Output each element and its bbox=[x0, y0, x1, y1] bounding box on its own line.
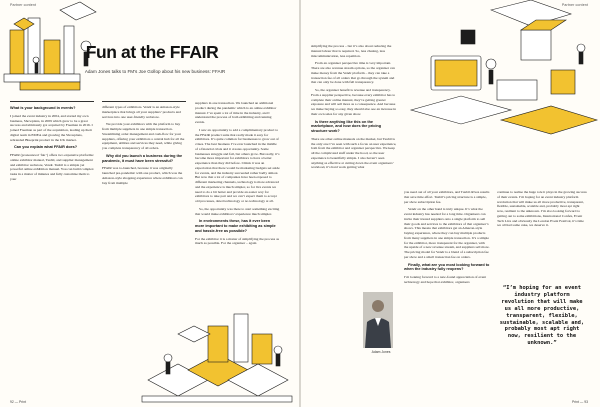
folio-right: Print — 93 bbox=[571, 400, 588, 404]
body-paragraph: From an organiser perspective time is very important. There are also revenue stream options, so the organiser can make money from the Vendr platform – they can take a transaction fee of all orders that go through the system and that can only be done with full transparency. bbox=[311, 61, 395, 85]
interview-question: Is there anything like this on the marketplace, and how does the pricing structure work? bbox=[311, 119, 382, 134]
body-paragraph: So, the organiser benefit is revenue and transparency. From a supplier perspective, because every exhibitor has to complete their online manual, they’re getting greater exposure and will sell more as a consequence. And because we make buying so easy, they should also see an increase in their own sales for any given show. bbox=[311, 88, 397, 116]
body-paragraph: We provide your exhibitors with the platform to buy from multiple suppliers in one simple transaction. Streamlining order management and cash-flow for your suppliers, offering your exhibitors a central hub for all the equipment, utilities and services they need, while giving you complete transparency of all orders. bbox=[102, 122, 185, 150]
section-tag-left: Partner content bbox=[10, 3, 37, 7]
body-paragraph: you need out of all your exhibitors, and Tusbil drives results that save time effort. Tusbil’s pricing structure is a simple, per show subscription fee. bbox=[404, 190, 490, 204]
section-tag-right: Partner content bbox=[561, 3, 588, 7]
interview-question: What is your background in events? bbox=[10, 106, 76, 110]
right-top-illustration bbox=[401, 0, 600, 150]
interview-question: Finally, what are you most looking forward to when the industry fully reopens? bbox=[404, 262, 490, 272]
body-paragraph: So, the opportunity was there to start something exciting that would make exhibitors’ experience much simpler. bbox=[195, 206, 280, 216]
body-paragraph: suppliers in one transaction. We launched an additional product during the pandemic which is an online exhibitor manual. I’ve spent a lot of time in the industry, and I understand the process of both exhibiting and running events. bbox=[195, 101, 277, 124]
left-column-3 bbox=[195, 101, 280, 249]
right-column-1 bbox=[311, 44, 397, 173]
left-column-1 bbox=[10, 101, 94, 185]
pull-quote: “I’m hoping for an event industry platform revolution that will make us all more productive, transparent, flexible, sustainable, scalable and, probably most apt right now, resilient to the unknown.” bbox=[499, 285, 585, 347]
standfirst: Adam Jones talks to FM’s Joe Gollop about his new business: FFAIR bbox=[84, 69, 226, 74]
interview-question: Why did you launch a business during the pandemic, it must have been stressful? bbox=[102, 153, 183, 163]
body-paragraph: different types of exhibitors. Vendr is an Amazon-style marketplace that brings all your suppliers’ products and services into one user-friendly webstore. bbox=[102, 105, 181, 119]
interview-question: Can you explain what FFAIR does? bbox=[14, 145, 78, 150]
right-page bbox=[301, 0, 600, 407]
interview-question: In environments these, has it ever been more important to make exhibiting as simple and hassle-free as possible? bbox=[195, 219, 276, 233]
body-paragraph: I joined the event industry in 2004, and started my own business, Showplans, in 2009 which grew to be a great success and ultimately got acquired by Freeman in 2016. I joined Freeman as part of the acquisition, leading up their digital team in EMEA and growing the Showplans, rebranded Blueprint product in the UK market. bbox=[10, 113, 93, 142]
right-column-3 bbox=[497, 190, 587, 231]
right-column-2 bbox=[404, 190, 490, 288]
body-paragraph: There are other online manuals on the market, but Tusbil is the only one I’ve seen with such a focus on user experience, both from the exhibitor and organiser perspective. We keep all the complicated stuff under the hood, so the user experience is beautifully simple. I also haven’t seen anything as effective at cutting down the event organisers’ workload, it’s hard work getting what bbox=[311, 136, 397, 170]
folio-left: 92 — Print bbox=[10, 400, 27, 404]
left-page bbox=[0, 0, 299, 407]
body-paragraph: FFAIR (pronounced ‘fair’) offers two expansive platforms: online exhibitor manual, Tusbil, and supplier management and exhibitor webstore, Vendr. Tusbil is a simple yet powerful online exhibition manual. You can build complex tasks in a matter of minutes and fully customise them to your bbox=[10, 153, 94, 181]
photo-caption: Adam Jones bbox=[371, 350, 391, 354]
portrait-figure bbox=[363, 292, 393, 348]
body-paragraph: simplifying the process – but it’s also about reducing the manual labour that is required. So, less chasing, less miscommunication, less repetition. bbox=[311, 44, 392, 58]
portrait-photo bbox=[363, 292, 393, 348]
body-paragraph: FFAIR was to-launched, because it was originally launched pre-pandemic with one product, which was the Amazon-style shopping experience where exhibitors can buy from multiple bbox=[102, 166, 183, 185]
body-paragraph: I saw an opportunity to add a complimentary product to the FFAIR product suite that really made it easy for exhibitors. It’s quite common for businesses to grow out of crises. The best business I’ve ever launched in the middle of a financial crisis and it creates opportunity. Some businesses struggle and fail, but others grow. But really, it’s become more important for exhibitors to have a better experience than they did before. I think it was an expectation that there would be marketing budgets set aside for events, and the industry succeeded rather badly almost. But now that a lot of companies have been exposed to different marketing channels, technology is more advanced and the experience is much simpler, so for live events we need to do a bit better and provide an easier way for exhibitors to take part and we can’t expect them to accept old processes, dated technology or no technology at all. bbox=[195, 127, 280, 203]
body-paragraph: For the exhibitor it is a matter of simplifying the process as much as possible. For the organiser – again bbox=[195, 236, 280, 246]
left-bottom-illustration bbox=[138, 300, 299, 407]
article-title: Fun at the FFAIR bbox=[85, 42, 219, 62]
left-column-2 bbox=[102, 101, 186, 188]
body-paragraph: Vendr on the other hand is truly unique. It’s what the event industry has needed for a long time. Organisers can invite their trusted suppliers onto a single platform to sell their goods and services to the exhibitors of that organiser’s shows. This means that exhibitors get an Amazon-style buying experience, where they can buy multiple products from many suppliers in one simple transaction. It’s a simple for the exhibitor, more transparent for the organiser, with the upside of a new revenue stream, and suppliers sell more. The pricing model for Vendr is a blend of a subscription fee per show and a small transaction fee on orders. bbox=[404, 207, 490, 259]
body-paragraph: I’m looking forward to a new-found appreciation of event technology and hope that exhibitor, organisers bbox=[404, 275, 487, 284]
body-paragraph: continue to realise the huge role it plays in the growing success of their events. I’m hoping for an event industry platform revolution that will make us all more productive, transparent, flexible, sustainable, scalable and, probably most apt right now, resilient to the unknown. I’m also looking forward to getting out to some exhibitions, International Confex, Event Tech Live and obviously the London Event Festival, it’s time we all had some cake, we deserve it. bbox=[497, 190, 587, 228]
